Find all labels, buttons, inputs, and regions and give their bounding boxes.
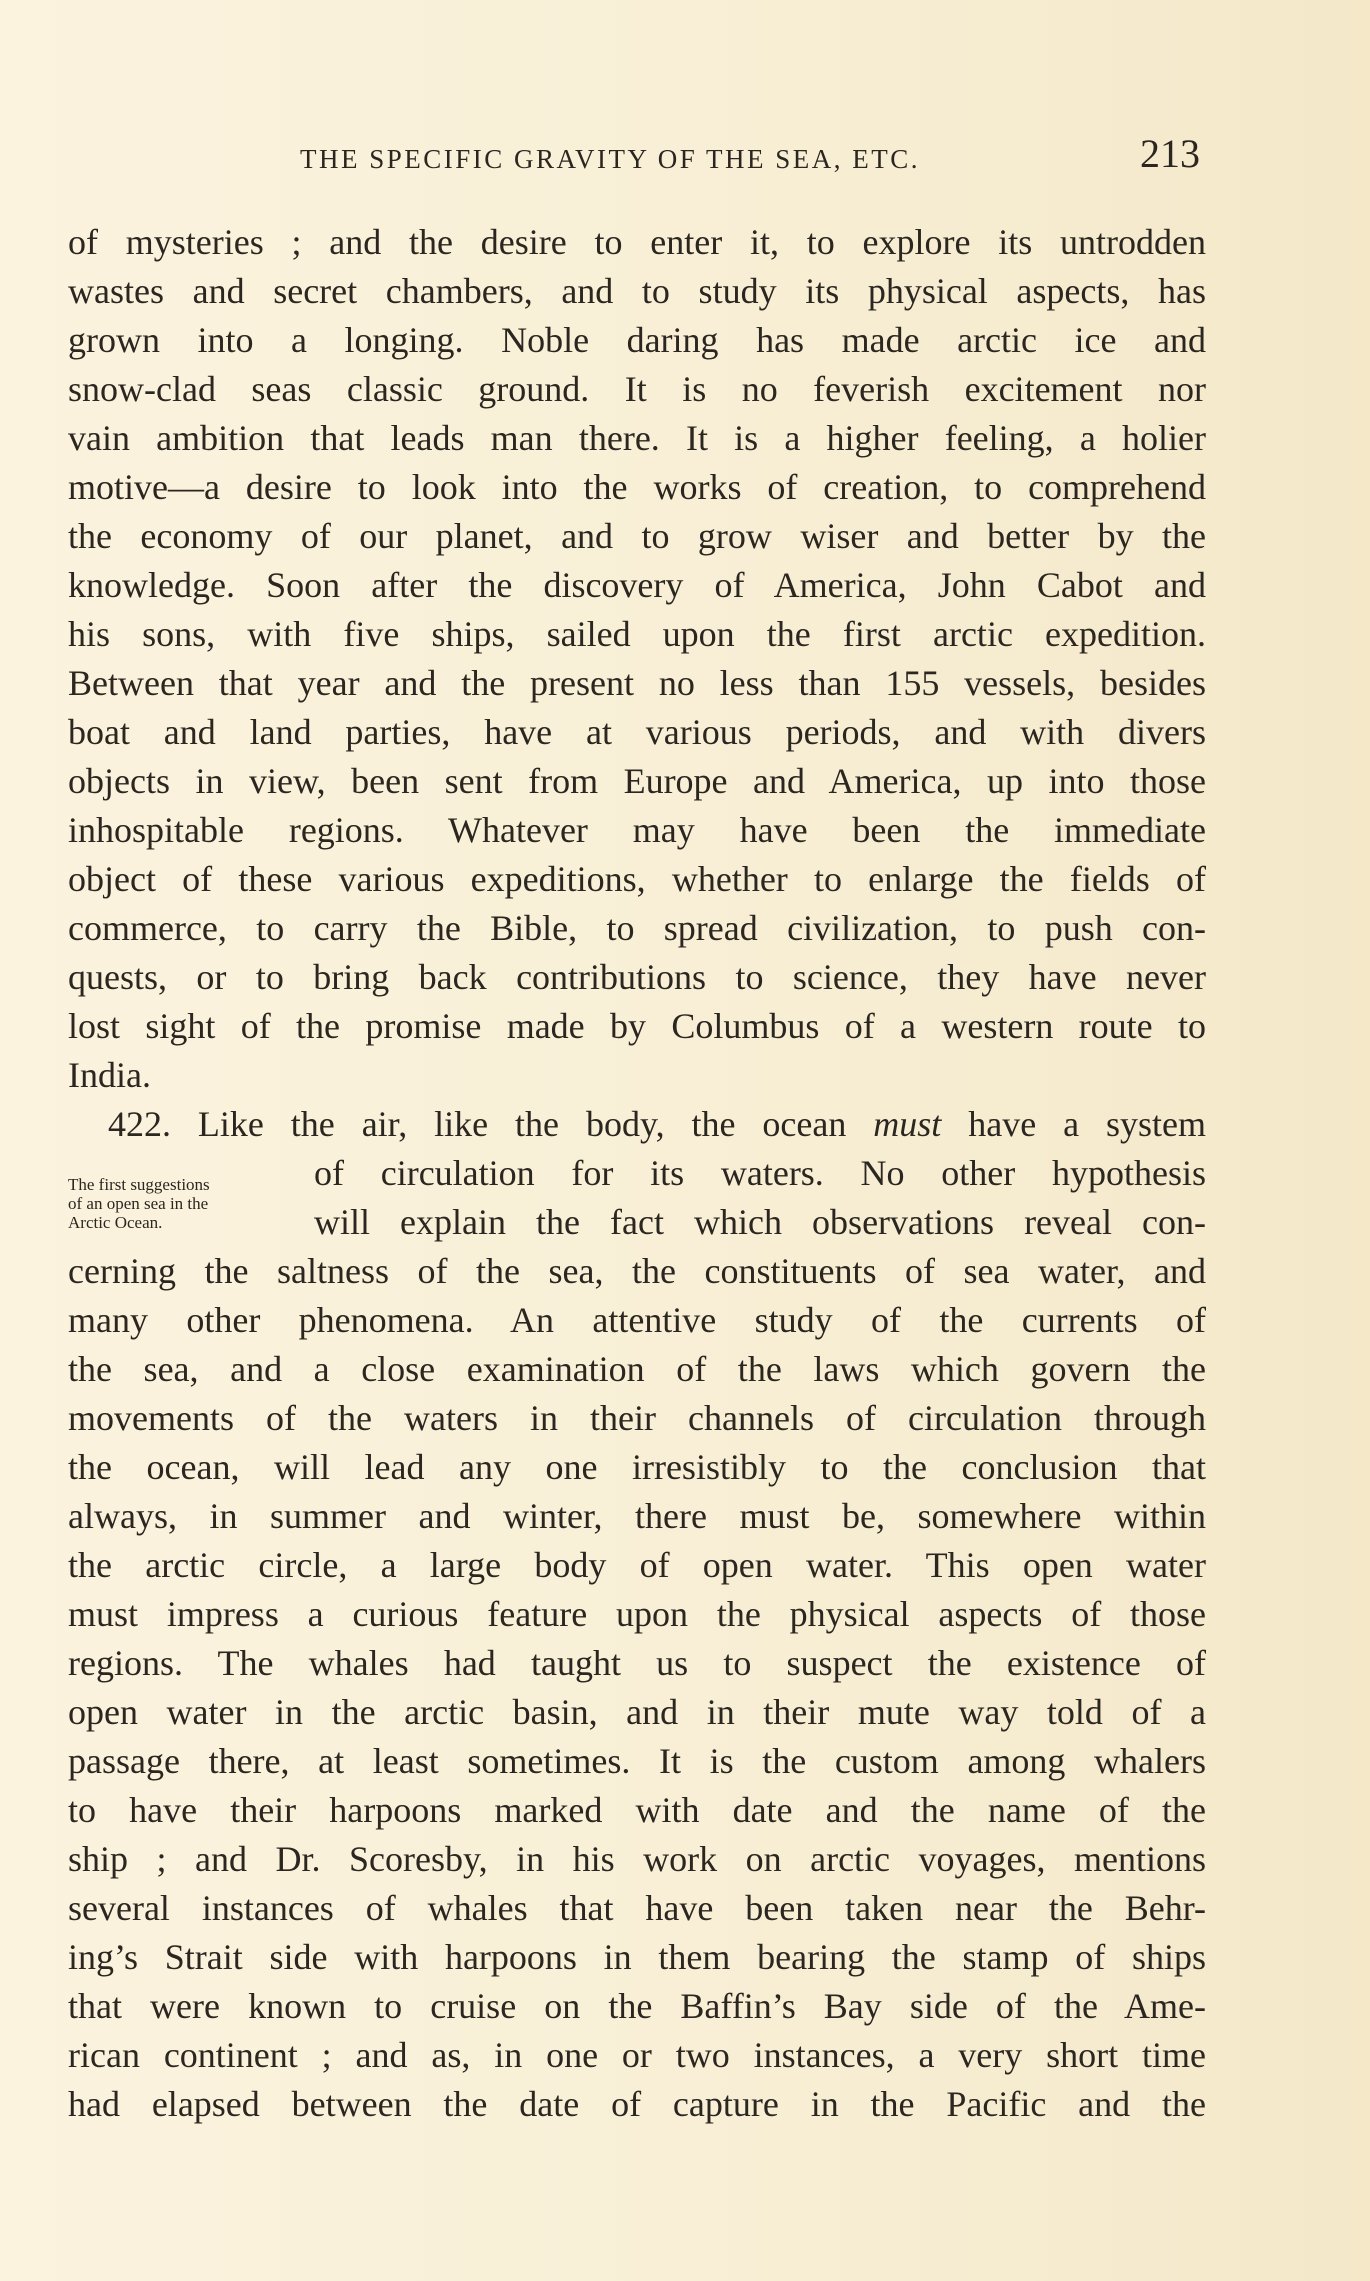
text-line: movements of the waters in their channels of circulation through (68, 1398, 1206, 1438)
text-line: regions. The whales had taught us to suspect the existence of (68, 1643, 1206, 1683)
text-line: open water in the arctic basin, and in their mute way told of a (68, 1692, 1206, 1732)
margin-note-line: The first suggestions (68, 1175, 210, 1194)
body-text (68, 218, 1206, 2129)
text-line: will explain the fact which observations reveal con- (314, 1202, 1206, 1242)
text-line: ing’s Strait side with harpoons in them bearing the stamp of ships (68, 1937, 1206, 1977)
text-line: knowledge. Soon after the discovery of America, John Cabot and (68, 565, 1206, 605)
line-part: have a system (941, 1104, 1206, 1144)
margin-note-line: Arctic Ocean. (68, 1213, 163, 1232)
emphasis: must (873, 1104, 942, 1144)
text-line: the economy of our planet, and to grow wiser and better by the (68, 516, 1206, 556)
text-line: boat and land parties, have at various periods, and with divers (68, 712, 1206, 752)
text-line: object of these various expeditions, whether to enlarge the fields of (68, 859, 1206, 899)
line-part: 422. Like the air, like the body, the ocean (108, 1104, 874, 1144)
text-line: ship ; and Dr. Scoresby, in his work on arctic voyages, mentions (68, 1839, 1206, 1879)
text-line: must impress a curious feature upon the physical aspects of those (68, 1594, 1206, 1634)
paragraph-opening-line (68, 1100, 1206, 1149)
text-line: the arctic circle, a large body of open water. This open water (68, 1545, 1206, 1585)
text-line: inhospitable regions. Whatever may have been the immediate (68, 810, 1206, 850)
text-line: cerning the saltness of the sea, the constituents of sea water, and (68, 1251, 1206, 1291)
text-line: to have their harpoons marked with date and the name of the (68, 1790, 1206, 1830)
text-line: commerce, to carry the Bible, to spread civilization, to push con- (68, 908, 1206, 948)
text-line: Between that year and the present no less than 155 vessels, besides (68, 663, 1206, 703)
text-line: quests, or to bring back contributions to science, they have never (68, 957, 1206, 997)
text-line: always, in summer and winter, there must be, somewhere within (68, 1496, 1206, 1536)
text-line: objects in view, been sent from Europe and America, up into those (68, 761, 1206, 801)
text-line: lost sight of the promise made by Columbus of a western route to (68, 1006, 1206, 1046)
text-line: of mysteries ; and the desire to enter it, to explore its untrodden (68, 222, 1206, 262)
text-line: of circulation for its waters. No other hypothesis (314, 1153, 1206, 1193)
text-line: had elapsed between the date of capture in the Pacific and the (68, 2084, 1206, 2124)
text-line: snow-clad seas classic ground. It is no feverish excitement nor (68, 369, 1206, 409)
margin-note (68, 1175, 308, 1232)
text-line: that were known to cruise on the Baffin’s Bay side of the Ame- (68, 1986, 1206, 2026)
text-line: India. (68, 1055, 151, 1095)
running-title: THE SPECIFIC GRAVITY OF THE SEA, ETC. (300, 144, 921, 174)
text-line: wastes and secret chambers, and to study its physical aspects, has (68, 271, 1206, 311)
text-line: many other phenomena. An attentive study of the currents of (68, 1300, 1206, 1340)
text-line: vain ambition that leads man there. It is a higher feeling, a holier (68, 418, 1206, 458)
running-head (0, 130, 1370, 190)
margin-note-line: of an open sea in the (68, 1194, 209, 1213)
page-number: 213 (1140, 131, 1200, 176)
text-line: motive—a desire to look into the works of creation, to comprehend (68, 467, 1206, 507)
text-line: rican continent ; and as, in one or two instances, a very short time (68, 2035, 1206, 2075)
text-line: passage there, at least sometimes. It is the custom among whalers (68, 1741, 1206, 1781)
text-line: grown into a longing. Noble daring has made arctic ice and (68, 320, 1206, 360)
text-line: the sea, and a close examination of the laws which govern the (68, 1349, 1206, 1389)
text-line: several instances of whales that have been taken near the Behr- (68, 1888, 1206, 1928)
text-line: his sons, with five ships, sailed upon the first arctic expedition. (68, 614, 1206, 654)
text-line: the ocean, will lead any one irresistibly to the conclusion that (68, 1447, 1206, 1487)
